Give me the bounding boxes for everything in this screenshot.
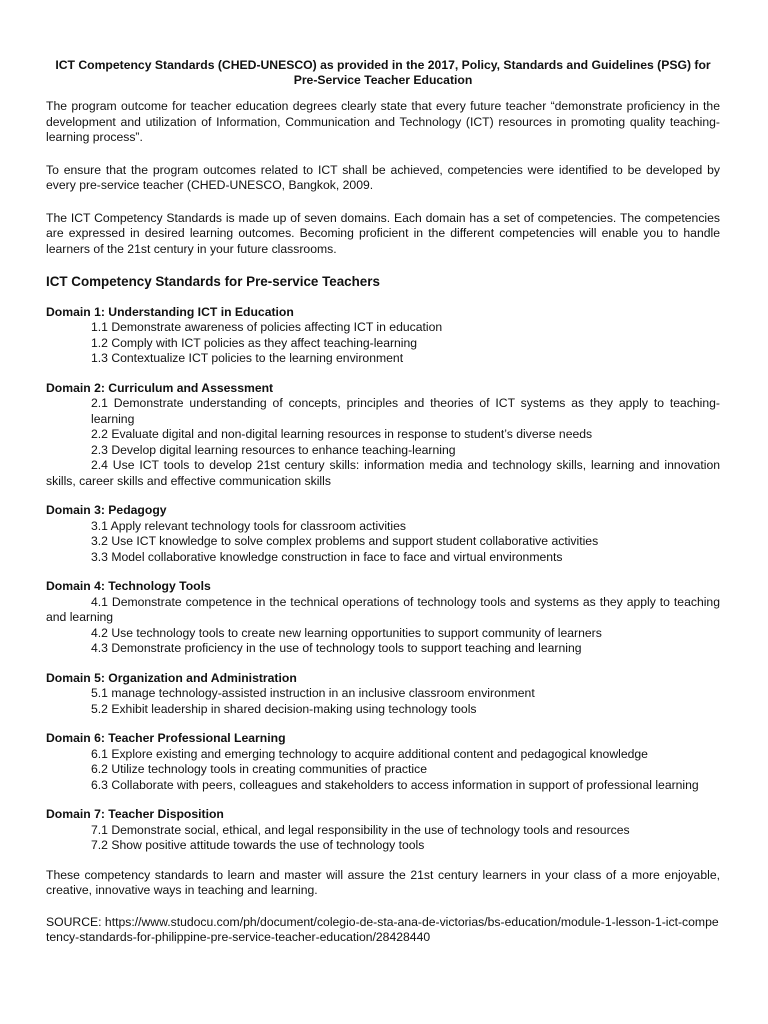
domain-5 [46,671,720,718]
domain-title: Domain 3: Pedagogy [46,503,167,517]
competency-item: 2.2 Evaluate digital and non-digital learning resources in response to student’s diverse needs [91,427,593,441]
competency-item-text: 2.4 Use ICT tools to develop 21st century skills: information media and technology skills, learning and innovation skills, career skills and effective communication skills [46,458,720,488]
competency-item: 5.2 Exhibit leadership in shared decision-making using technology tools [91,701,477,716]
competency-item: 6.1 Explore existing and emerging technology to acquire additional content and pedagogical knowledge [91,746,648,761]
domain-title: Domain 4: Technology Tools [46,579,211,593]
competency-list [46,747,720,794]
competency-list [46,595,720,657]
domain-4 [46,579,720,657]
source-citation: SOURCE: https://www.studocu.com/ph/document/colegio-de-sta-ana-de-victorias/bs-education/module-1-lesson-1-ict-competency-standards-for-philippine-pre-service-teacher-education/28428440 [46,914,719,944]
competency-item: 1.1 Demonstrate awareness of policies affecting ICT in education [91,320,443,334]
competency-list [46,396,720,489]
closing-paragraph: These competency standards to learn and master will assure the 21st century learners in your class of a more enjoyable, creative, innovative ways in teaching and learning. [46,867,720,897]
competency-list [46,320,720,367]
domain-title: Domain 1: Understanding ICT in Education [46,304,294,319]
competency-item: 2.1 Demonstrate understanding of concepts, principles and theories of ICT systems as they apply to teaching-learning [91,396,720,426]
standards-paragraph: The ICT Competency Standards is made up of seven domains. Each domain has a set of competencies. The competencies are expressed in desired learning outcomes. Becoming proficient in the different competencies will enable you to handle learners of the 21st century in your future classrooms. [46,210,720,256]
domain-6 [46,731,720,793]
competency-item: 7.1 Demonstrate social, ethical, and legal responsibility in the use of technology tools and resources [91,822,630,837]
competency-list [46,823,720,854]
competency-item: 4.2 Use technology tools to create new learning opportunities to support community of learners [91,625,602,640]
domain-3 [46,503,720,565]
competency-item: 1.2 Comply with ICT policies as they affect teaching-learning [91,335,418,350]
domain-7 [46,807,720,854]
intro-paragraph: The program outcome for teacher education degrees clearly state that every future teacher “demonstrate proficiency in the development and utilization of Information, Communication and Technology (ICT) resources in promoting quality teaching-learning process”. [46,99,720,144]
domain-2 [46,381,720,490]
domain-title: Domain 5: Organization and Administration [46,670,297,685]
competency-item: 4.3 Demonstrate proficiency in the use of technology tools to support teaching and learning [91,641,582,655]
competency-item-wrapped [46,595,720,626]
section-heading: ICT Competency Standards for Pre-service Teachers [46,274,380,289]
competency-item: 3.1 Apply relevant technology tools for classroom activities [91,518,406,533]
domain-title: Domain 2: Curriculum and Assessment [46,380,274,395]
competency-item: 3.2 Use ICT knowledge to solve complex problems and support student collaborative activities [91,534,599,548]
competency-item: 3.3 Model collaborative knowledge construction in face to face and virtual environments [91,549,563,564]
competency-item: 2.3 Develop digital learning resources to enhance teaching-learning [91,442,456,457]
competency-item: 5.1 manage technology-assisted instruction in an inclusive classroom environment [91,686,535,700]
domain-title: Domain 6: Teacher Professional Learning [46,731,286,745]
competency-item: 7.2 Show positive attitude towards the use of technology tools [91,838,425,852]
competency-list [46,686,720,717]
outcomes-paragraph: To ensure that the program outcomes related to ICT shall be achieved, competencies were identified to be developed by every pre-service teacher (CHED-UNESCO, Bangkok, 2009. [46,162,720,192]
competency-item: 6.3 Collaborate with peers, colleagues and stakeholders to access information in support of professional learning [91,777,699,792]
competency-item-text: 4.1 Demonstrate competence in the technical operations of technology tools and systems as they apply to teaching and learning [46,594,720,624]
competency-item: 6.2 Utilize technology tools in creating communities of practice [91,762,427,776]
document-title: ICT Competency Standards (CHED-UNESCO) as provided in the 2017, Policy, Standards and Guidelines (PSG) for Pre-Service Teacher Education [55,58,711,87]
competency-item: 1.3 Contextualize ICT policies to the learning environment [91,351,404,365]
domain-title: Domain 7: Teacher Disposition [46,807,224,821]
competency-list [46,519,720,566]
domain-1 [46,305,720,367]
competency-item-wrapped [46,458,720,489]
